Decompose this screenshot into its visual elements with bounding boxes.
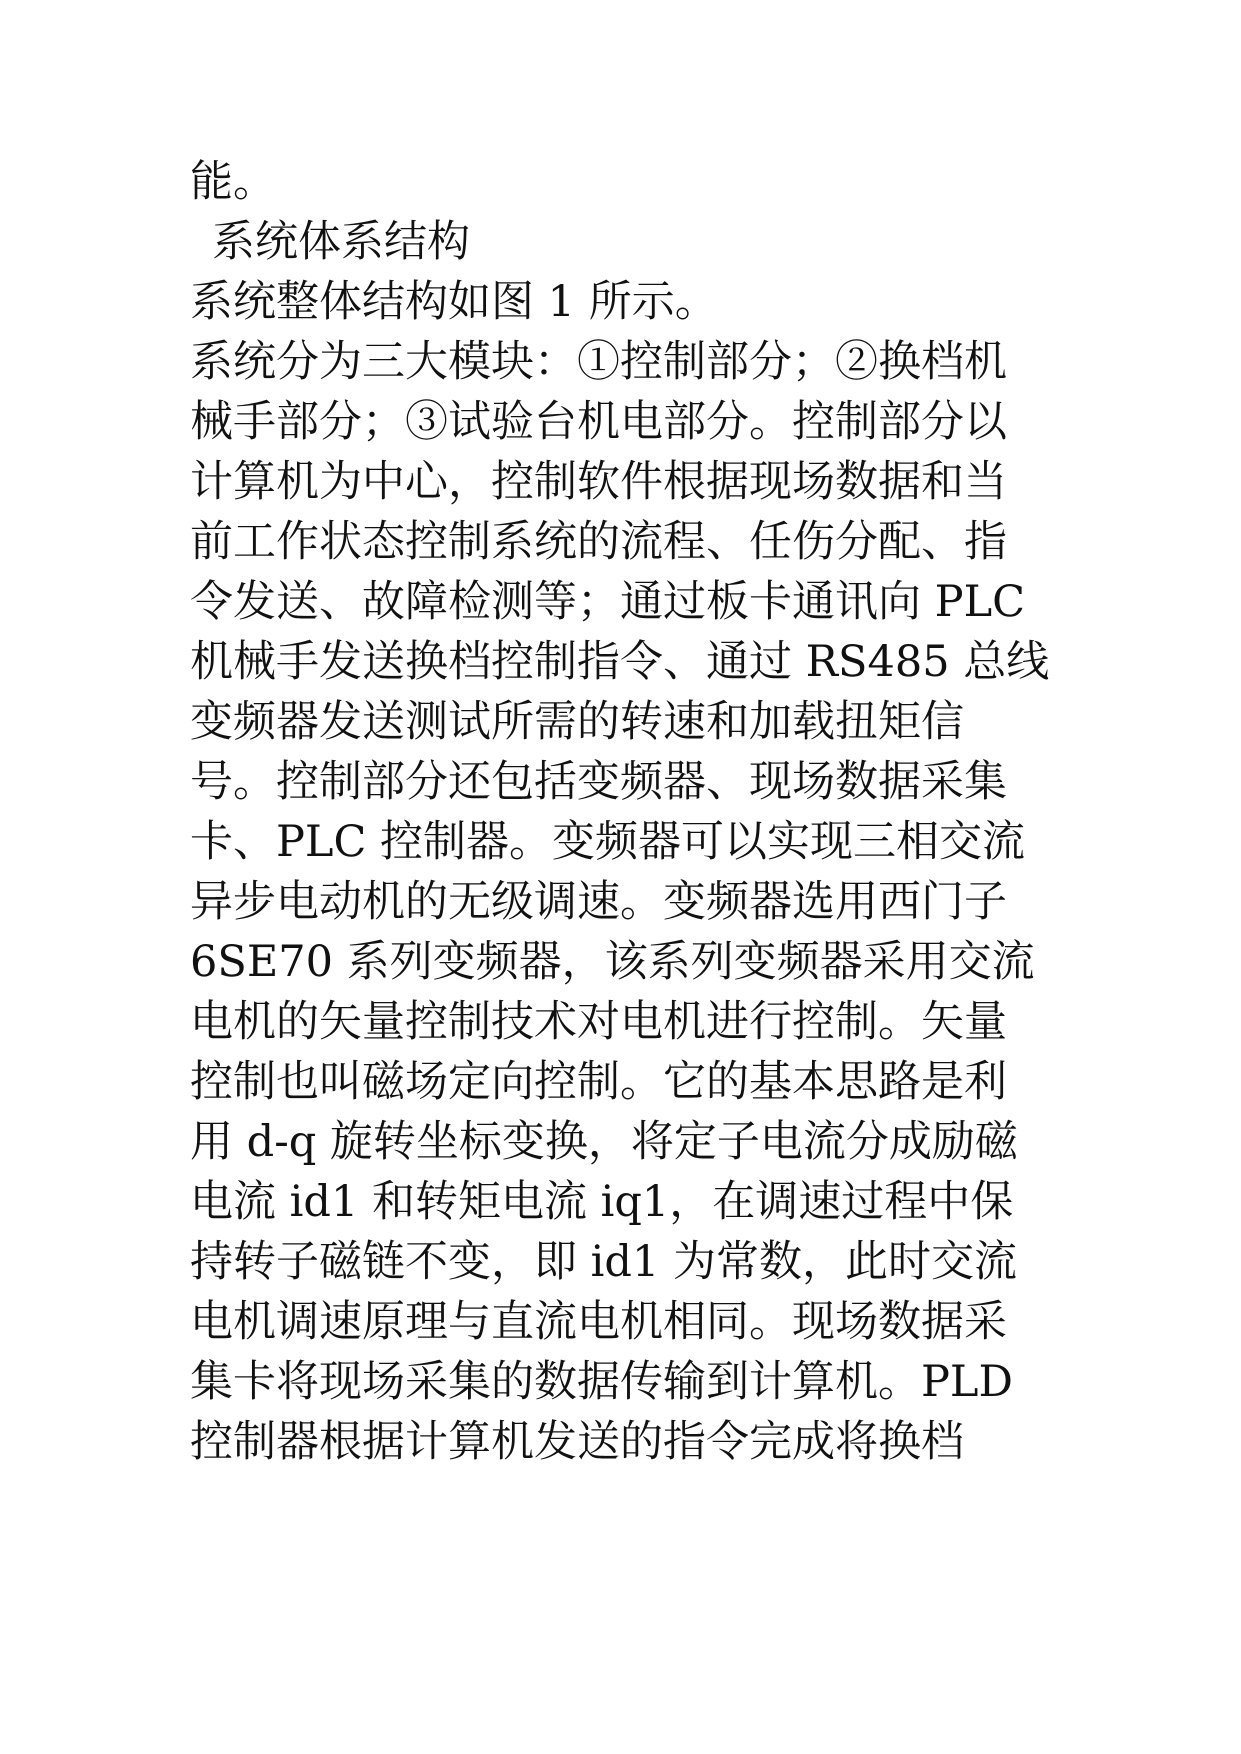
text-line: 计算机为中心，控制软件根据现场数据和当 xyxy=(190,457,1007,507)
text-line: 电机调速原理与直流电机相同。现场数据采 xyxy=(190,1297,1007,1347)
text-line: 械手部分；③试验台机电部分。控制部分以 xyxy=(190,397,1007,447)
text-line: 变频器发送测试所需的转速和加载扭矩信 xyxy=(190,697,964,747)
body-text xyxy=(190,152,1060,1472)
text-line: 系统分为三大模块：①控制部分；②换档机 xyxy=(190,337,1007,387)
text-line: 6SE70 系列变频器，该系列变频器采用交流 xyxy=(190,937,1035,987)
text-line: 异步电动机的无级调速。变频器选用西门子 xyxy=(190,877,1007,927)
section-heading: 系统体系结构 xyxy=(212,217,470,267)
text-line: 持转子磁链不变，即 id1 为常数，此时交流 xyxy=(190,1237,1017,1287)
text-line: 系统整体结构如图 1 所示。 xyxy=(190,277,718,327)
text-line: 电流 id1 和转矩电流 iq1，在调速过程中保 xyxy=(190,1177,1014,1227)
text-line: 前工作状态控制系统的流程、任伤分配、指 xyxy=(190,517,1007,567)
text-line: 用 d-q 旋转坐标变换，将定子电流分成励磁 xyxy=(190,1117,1018,1167)
text-line: 号。控制部分还包括变频器、现场数据采集 xyxy=(190,757,1007,807)
text-line: 控制器根据计算机发送的指令完成将换档 xyxy=(190,1417,964,1467)
text-line: 集卡将现场采集的数据传输到计算机。PLD xyxy=(190,1357,1013,1407)
text-line: 电机的矢量控制技术对电机进行控制。矢量 xyxy=(190,997,1007,1047)
text-line: 令发送、故障检测等；通过板卡通讯向 PLC xyxy=(190,577,1026,627)
text-line: 控制也叫磁场定向控制。它的基本思路是利 xyxy=(190,1057,1007,1107)
text-line: 能。 xyxy=(190,157,276,207)
text-line: 卡、PLC 控制器。变频器可以实现三相交流 xyxy=(190,817,1026,867)
text-line: 机械手发送换档控制指令、通过 RS485 总线 xyxy=(190,637,1050,687)
